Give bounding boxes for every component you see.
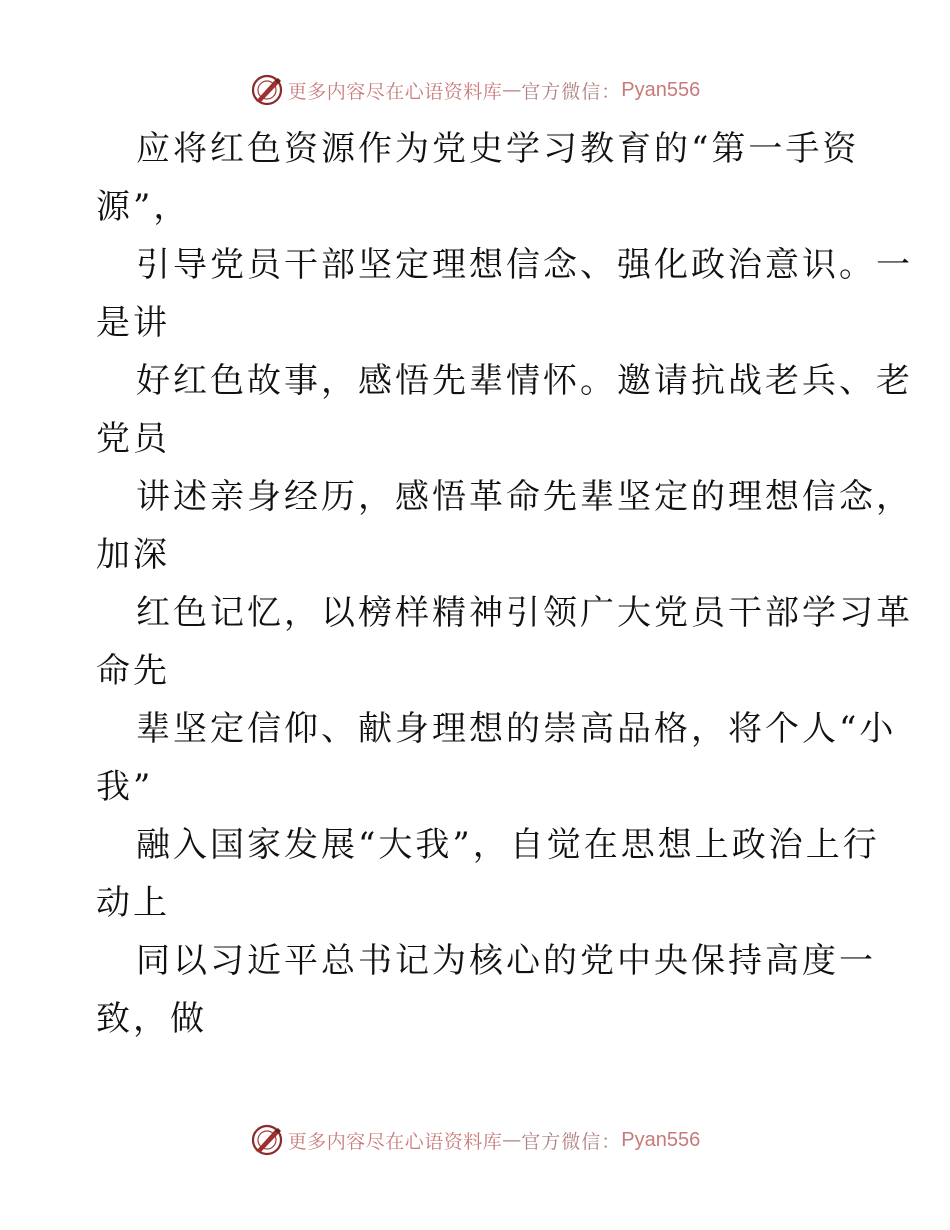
- paragraph-6-line-2: 我”: [96, 767, 154, 807]
- footer-separator: —: [502, 1129, 522, 1151]
- document-body: [96, 120, 913, 1048]
- paragraph-2-line-1: 引导党员干部坚定理想信念、强化政治意识。一: [136, 245, 913, 285]
- paragraph-4-line-1: 讲述亲身经历，感悟革命先辈坚定的理想信念，: [136, 477, 913, 517]
- banner-separator: —: [502, 79, 522, 101]
- paragraph-6-line-1: 辈坚定信仰、献身理想的崇高品格，将个人“小: [136, 709, 897, 749]
- paragraph-7-line-1: 融入国家发展“大我”，自觉在思想上政治上行: [136, 825, 880, 865]
- paragraph-8-line-1: 同以习近平总书记为核心的党中央保持高度一: [136, 941, 876, 981]
- paragraph-5-line-2: 命先: [96, 651, 170, 691]
- paragraph-3-line-2: 党员: [96, 419, 170, 459]
- paragraph-1-line-2: 源”，: [96, 187, 191, 227]
- footer-banner: [0, 1120, 950, 1160]
- header-banner: [0, 70, 950, 110]
- footer-site-text: 更多内容尽在心语资料库: [287, 1130, 503, 1153]
- footer-wechat-label: 官方微信：: [521, 1130, 622, 1153]
- paragraph-2-line-2: 是讲: [96, 303, 170, 343]
- paragraph-8-line-2: 致，做: [96, 999, 207, 1039]
- banner-wechat-id: Pyan556: [621, 78, 701, 101]
- paragraph-7-line-2: 动上: [96, 883, 170, 923]
- paragraph-4-line-2: 加深: [96, 535, 170, 575]
- banner-wechat-label: 官方微信：: [521, 80, 622, 103]
- footer-wechat-id: Pyan556: [621, 1128, 701, 1151]
- banner-site-text: 更多内容尽在心语资料库: [287, 80, 503, 103]
- paragraph-3-line-1: 好红色故事，感悟先辈情怀。邀请抗战老兵、老: [136, 361, 913, 401]
- paragraph-1-line-1: 应将红色资源作为党史学习教育的“第一手资: [136, 129, 860, 169]
- pen-seal-logo-icon: [250, 73, 284, 107]
- pen-seal-logo-icon: [250, 1123, 284, 1157]
- paragraph-5-line-1: 红色记忆，以榜样精神引领广大党员干部学习革: [136, 593, 913, 633]
